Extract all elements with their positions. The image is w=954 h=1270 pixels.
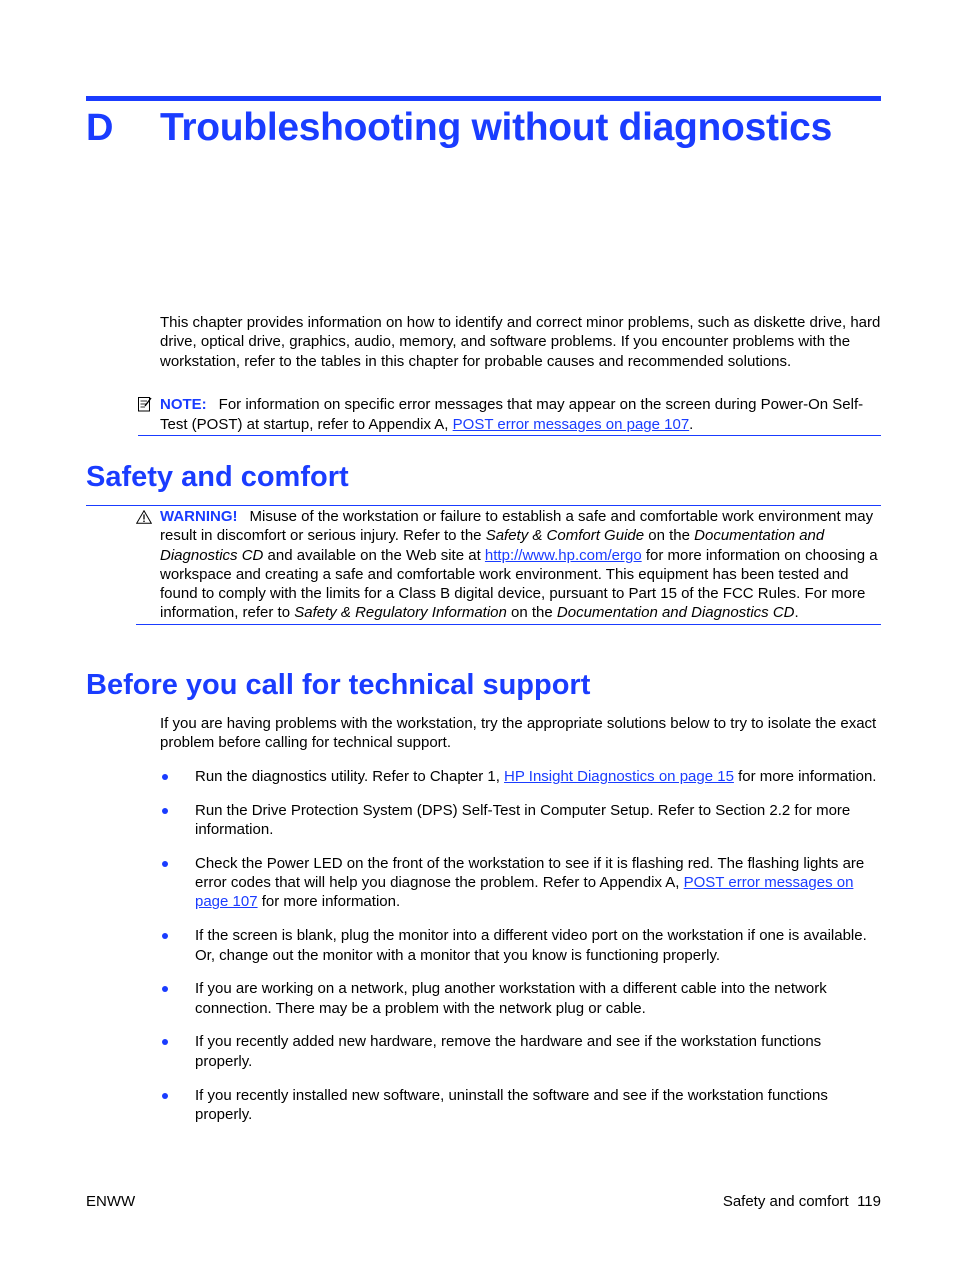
list-item — [160, 926, 882, 965]
chapter-title: Troubleshooting without diagnostics — [160, 106, 832, 149]
bullet-icon — [162, 986, 168, 992]
heading-safety-and-comfort: Safety and comfort — [86, 461, 349, 493]
list-item — [160, 979, 882, 1018]
support-bullet-list — [160, 767, 882, 1139]
heading-before-you-call: Before you call for technical support — [86, 669, 591, 701]
list-item-text: Check the Power LED on the front of the workstation to see if it is flashing red. The flashing lights are error codes that will help you diagnose the problem. Refer to Appendix A, — [195, 854, 865, 892]
bullet-icon — [162, 861, 168, 867]
list-item — [160, 1086, 882, 1125]
list-item-text: If you recently added new hardware, remove the hardware and see if the workstation functions properly. — [195, 1033, 822, 1070]
warning-icon — [136, 510, 152, 524]
bullet-icon — [162, 808, 168, 814]
list-item-text: Run the Drive Protection System (DPS) Self-Test in Computer Setup. Refer to Section 2.2 for more information. — [195, 801, 851, 839]
list-item — [160, 854, 882, 912]
post-error-link[interactable]: POST error messages on page 107 — [452, 415, 690, 433]
bullet-icon — [162, 1093, 168, 1099]
warning-text: on the — [644, 527, 695, 545]
note-text: For information on specific error messages that may appear on the screen during Power-On Self-Test (POST) at startup, refer to Appendix A, — [160, 396, 864, 433]
chapter-rule — [86, 96, 881, 101]
list-item-text: Run the diagnostics utility. Refer to Chapter 1, — [195, 768, 505, 785]
list-item-text: If you are working on a network, plug another workstation with a different cable into the network connection. There may be a problem with the network plug or cable. — [195, 980, 827, 1017]
bullet-icon — [162, 774, 168, 780]
warning-text: . — [794, 604, 799, 622]
list-item-text: for more information. — [733, 768, 877, 785]
warning-italic-regulatory: Safety & Regulatory Information — [294, 604, 507, 622]
heading-rule — [86, 505, 881, 506]
list-item-text: If the screen is blank, plug the monitor into a different video port on the workstation if one is available. Or, change out the monitor with a monitor that you know is functioning properly. — [195, 927, 867, 964]
chapter-letter: D — [86, 107, 114, 149]
warning-italic-cd: Documentation and Diagnostics CD — [556, 604, 795, 622]
page-number: 119 — [857, 1193, 881, 1210]
list-item-text: If you recently installed new software, uninstall the software and see if the workstation functions properly. — [195, 1086, 828, 1123]
warning-italic-cd: Documentation and Diagnostics CD — [160, 527, 825, 564]
note-icon — [138, 397, 152, 412]
note-label: NOTE: — [160, 396, 207, 413]
bullet-icon — [162, 1039, 168, 1045]
warning-content — [160, 507, 881, 623]
note-text-end: . — [689, 415, 694, 433]
warning-text: for more information on choosing a workspace and creating a safe and comfortable work environment. This equipment has been tested and found to comply with the limits for a Class B digital device, pursuant to Part 15 of the FCC Rules. For more information, refer to — [160, 546, 878, 622]
support-intro: If you are having problems with the workstation, try the appropriate solutions below to try to isolate the exact problem before calling for technical support. — [160, 715, 877, 752]
warning-italic-guide: Safety & Comfort Guide — [485, 527, 645, 545]
footer-right — [723, 1193, 881, 1210]
warning-label: WARNING! — [160, 508, 238, 525]
note-box — [138, 395, 881, 436]
bullet-icon — [162, 933, 168, 939]
list-item — [160, 767, 882, 786]
footer-left: ENWW — [86, 1193, 136, 1210]
hp-insight-diagnostics-link[interactable]: HP Insight Diagnostics on page 15 — [504, 768, 734, 785]
warning-text: and available on the Web site at — [263, 546, 485, 564]
list-item — [160, 801, 882, 840]
note-content — [160, 395, 881, 434]
hp-ergo-link[interactable]: http://www.hp.com/ergo — [484, 546, 642, 564]
list-item-text: for more information. — [257, 893, 401, 911]
warning-box — [136, 507, 881, 625]
warning-text: on the — [506, 604, 557, 622]
warning-text: Misuse of the workstation or failure to establish a safe and comfortable work environment may result in discomfort or serious injury. Refer to the — [160, 508, 874, 545]
post-error-link[interactable]: POST error messages on page 107 — [195, 874, 854, 911]
list-item — [160, 1032, 882, 1071]
intro-paragraph: This chapter provides information on how to identify and correct minor problems, such as diskette drive, hard drive, optical drive, graphics, audio, memory, and software problems. If you encounter problems with the workstation, refer to the tables in this chapter for probable causes and recommended solutions. — [160, 314, 881, 370]
footer-section: Safety and comfort — [722, 1193, 849, 1210]
